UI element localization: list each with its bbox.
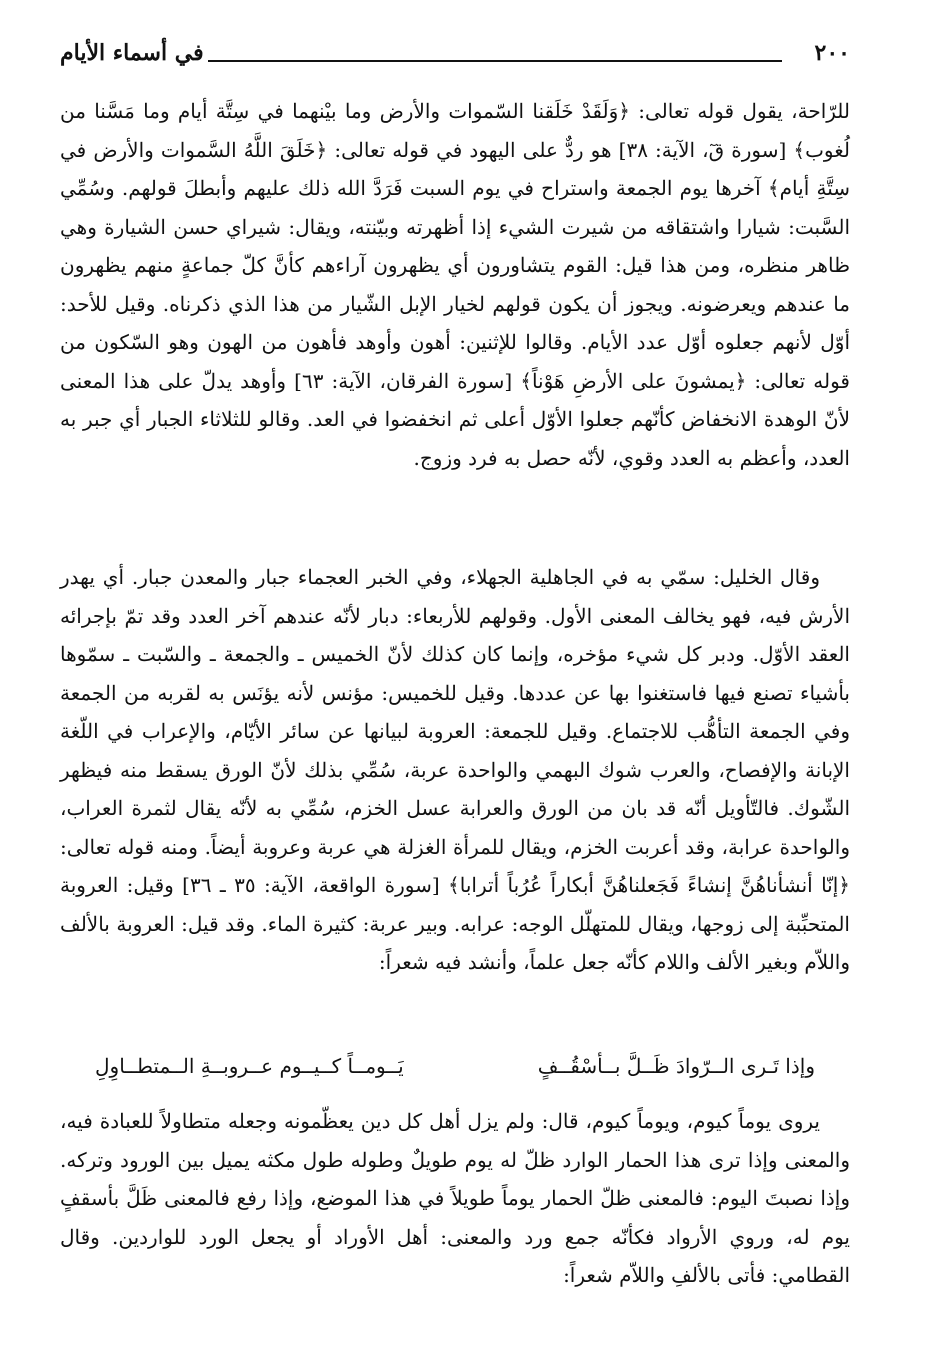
- verse-first-hemistich: وإذا تَـرى الــرّوادَ ظَــلَّ بــأسْقُــفٍ: [537, 1054, 815, 1078]
- paragraph-2: وقال الخليل: سمّي به في الجاهلية الجهلاء، وفي الخبر العجماء جبار والمعدن جبار. أي يهدر الأرش فيه، فهو يخالف المعنى الأول. وقولهم للأربعاء: دبار لأنّه عندهم آخر العدد وقد تمّ بإجرائه العقد الأوّل. ودبر كل شيء مؤخره، وإنما كان كذلك لأنّ الخميس ـ والجمعة ـ والسّبت ـ سمّوها بأشياء تصنع فيها فاستغنوا بها عن عددها. وقيل للخميس: مؤنس لأنه يؤنَس به لقربه من الجمعة وفي الجمعة التأهُّب للاجتماع. وقيل للجمعة: العروبة لبيانها عن سائر الأيّام، والإعراب في اللّغة الإبانة والإفصاح، والعرب شوك البهمي والواحدة عربة، سُمِّي بذلك لأنّ الورق يسقط منه فيظهر الشّوك. فالتّأويل أنّه قد بان من الورق والعرابة عسل الخزم، سُمِّي به لأنّه يقال لثمرة العراب، والواحدة عرابة، وقد أعربت الخزم، ويقال للمرأة الغزلة هي عربة وعروبة أيضاً. ومنه قوله تعالى: ﴿إنّا أنشأناهُنَّ إنشاءً فَجَعلناهُنَّ أبكاراً عُرُباً أترابا﴾ [سورة الواقعة، الآية: ٣٥ ـ ٣٦] وقيل: العروبة المتحبِّبة إلى زوجها، ويقال للمتهلّل الوجه: عرابه. وبير عربة: كثيرة الماء. وقد قيل: العروبة بالألف واللاّم وبغير الألف واللام كأنّه جعل علماً، وأنشد فيه شعراً:: [60, 565, 851, 974]
- page-number: ٢٠٠: [814, 40, 850, 66]
- page-header: [60, 38, 850, 78]
- header-rule: [208, 60, 782, 62]
- poetry-verse: [95, 1046, 815, 1086]
- paragraph-1: للرّاحة، يقول قوله تعالى: ﴿وَلَقَدْ خَلَقنا السّموات والأرض وما بيْنهما في سِتَّة أيام وما مَسَّنا من لُغوب﴾ [سورة قٓ، الآية: ٣٨] هو ردٌّ على اليهود في قوله تعالى: ﴿خَلَقَ اللَّهُ السَّموات والأرض في سِتَّةِ أيام﴾ آخرها يوم الجمعة واستراح في يوم السبت فَرَدَّ الله ذلك عليهم وأبطلَ قولهم. وسُمِّي السَّبت: شيارا واشتقاقه من شيرت الشيء إذا أظهرته وبيّنته، ويقال: شيراي حسن الشيارة وهي ظاهر منظره، ومن هذا قيل: القوم يتشاورون أي يظهرون آراءهم كأنَّ كلّ جماعةٍ منهم يظهرون ما عندهم ويعرضونه. ويجوز أن يكون قولهم لخيار الإبل الشّيار من هذا الذي ذكرناه. وقيل للأحد: أوّل لأنهم جعلوه أوّل عدد الأيام. وقالوا للإثنين: أهون وأوهد فأهون من الهون وهو السّكون من قوله تعالى: ﴿يمشونَ على الأرضِ هَوْناً﴾ [سورة الفرقان، الآية: ٦٣] وأوهد يدلّ على هذا المعنى لأنّ الوهدة الانخفاض كأنّهم جعلوا الأوّل أعلى ثم انخفضوا في العد. وقالو للثلاثاء الجبار أي جبر به العدد، وأعظم به العدد وقوي، لأنّه حصل به فرد وزوج.: [60, 99, 850, 470]
- paragraph-3: يروى يوماً كيوم، ويوماً كيوم، قال: ولم يزل أهل كل دين يعظّمونه وجعله متطاولاً للعبادة فيه، والمعنى وإذا ترى هذا الحمار الوارد ظلّ له يوم طويلٌ وطوله طول مكثه يميل بين الورود وتركه. وإذا نصبتَ اليوم: فالمعنى ظلّ الحمار يوماً طويلاً في هذا الموضع، وإذا رفع فالمعنى ظَلَّ بأسقفٍ يوم له، وروي الأرواد فكأنّه جمع ورد والمعنى: أهل الأوراد أو يجعل الورد للواردين. وقال القطامي: فأتى بالألفِ واللاّم شعراً:: [60, 1109, 850, 1287]
- verse-second-hemistich: يَــومــاً كــيــوم عــروبــةِ الــمتطــاوِلِ: [95, 1054, 404, 1078]
- running-title: في أسماء الأيام: [60, 40, 204, 66]
